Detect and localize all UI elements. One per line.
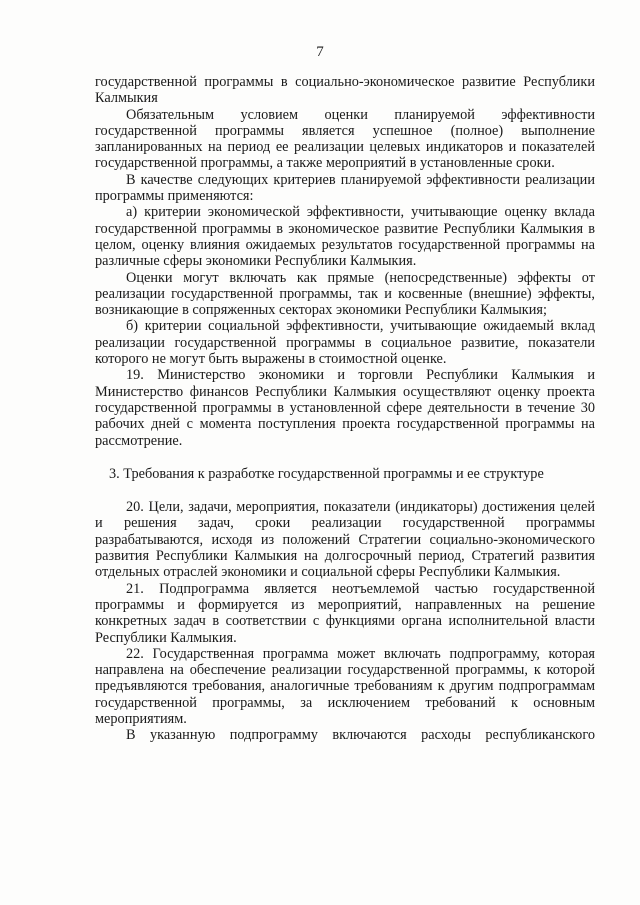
paragraph-subprogram-expenses: В указанную подпрограмму включаются расходы республиканского — [126, 727, 595, 744]
page-number: 7 — [316, 44, 324, 60]
document-body — [95, 74, 595, 744]
paragraph-effects: Оценки могут включать как прямые (непосредственные) эффекты от реализации государственной программы, так и косвенные (внешние) эффекты, возникающие в сопряженных секторах экономики Республики Калмыкия; — [95, 269, 595, 319]
paragraph-criteria-intro: В качестве следующих критериев планируемой эффективности реализации программы применяются: — [95, 171, 595, 205]
paragraph-efficiency-condition: Обязательным условием оценки планируемой эффективности государственной программы является успешное (полное) выполнение запланированных на период ее реализации целевых индикаторов и показателей государственной программы, а также мероприятий в установленные сроки. — [95, 106, 595, 172]
paragraph-20: 20. Цели, задачи, мероприятия, показатели (индикаторы) достижения целей и решения задач, сроки реализации государственной программы разрабатываются, исходя из положений Стратегии социально-экономического развития Республики Калмыкия на долгосрочный период, Стратегий развития отдельных отраслей экономики и социальной сферы Республики Калмыкия. — [95, 499, 595, 581]
paragraph-continuation: государственной программы в социально-экономическое развитие Республики Калмыкия — [95, 74, 595, 107]
paragraph-criteria-b: б) критерии социальной эффективности, учитывающие ожидаемый вклад реализации государственной программы в социальное развитие, показатели которого не могут быть выражены в стоимостной оценке. — [95, 318, 595, 368]
paragraph-21: 21. Подпрограмма является неотъемлемой частью государственной программы и формируется из мероприятий, направленных на решение конкретных задач в соответствии с функциями органа исполнительной власти Республики Калмыкия. — [95, 580, 595, 646]
paragraph-22: 22. Государственная программа может включать подпрограмму, которая направлена на обеспечение реализации государственной программы, к которой предъявляются требования, аналогичные требованиям к другим подпрограммам государственной программы, за исключением требований к основным мероприятиям. — [95, 645, 595, 727]
section-heading: 3. Требования к разработке государственной программы и ее структуре — [109, 465, 544, 482]
paragraph-criteria-a: а) критерии экономической эффективности, учитывающие оценку вклада государственной программы в экономическое развитие Республики Калмыкия в целом, оценку влияния ожидаемых результатов государственной программы на различные сферы экономики Республики Калмыкия. — [95, 204, 595, 270]
paragraph-19: 19. Министерство экономики и торговли Республики Калмыкия и Министерство финансов Республики Калмыкия осуществляют оценку проекта государственной программы в установленной сфере деятельности в течение 30 рабочих дней с момента поступления проекта государственной программы на рассмотрение. — [95, 367, 595, 449]
